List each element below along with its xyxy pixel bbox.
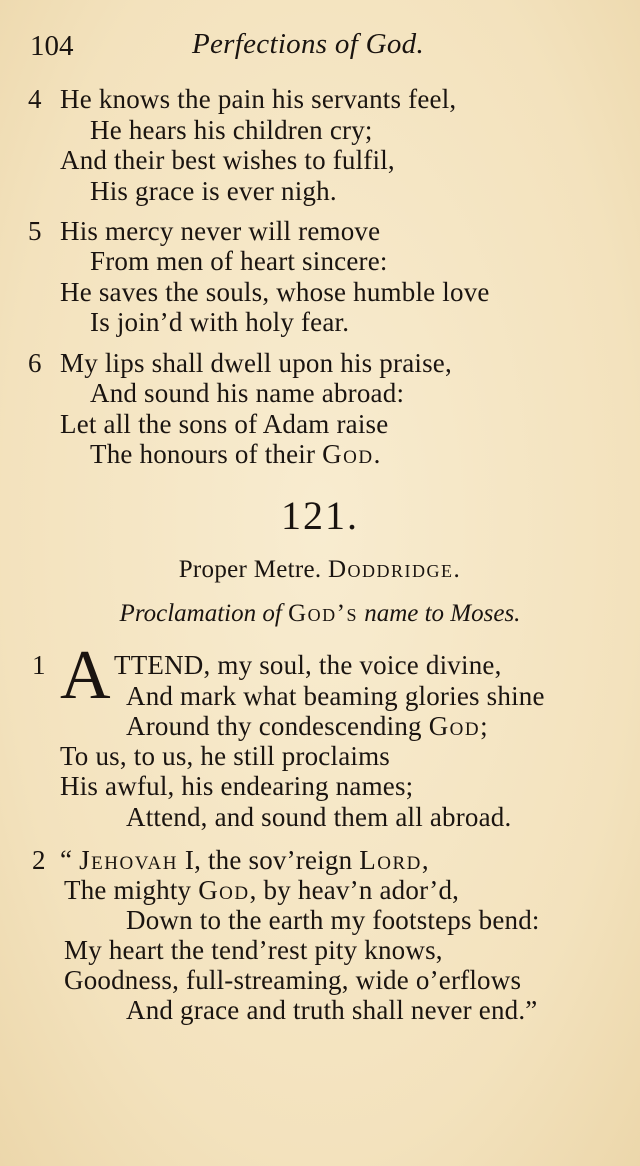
hymn-subtitle — [0, 600, 640, 628]
verse-line: He hears his children cry; — [90, 115, 373, 145]
verse-line: My lips shall dwell upon his praise, — [60, 348, 452, 378]
verse-line-text: , by heav’n ador’d, — [249, 875, 460, 905]
divine-name: God. — [322, 439, 382, 469]
divine-name: God — [198, 875, 250, 905]
verse-line-text: Around thy condescending — [126, 711, 429, 741]
verse-line: His grace is ever nigh. — [90, 176, 337, 206]
verse-line: Down to the earth my footsteps bend: — [126, 905, 540, 935]
author: Doddridge. — [328, 556, 462, 583]
metre: Proper Metre. — [178, 556, 322, 583]
verse-line-text: The mighty — [64, 875, 199, 905]
verse-line: He saves the souls, whose humble love — [60, 277, 490, 307]
metre-line — [0, 556, 640, 584]
verse-number: 5 — [28, 216, 42, 246]
verse-line-text: “ — [60, 845, 80, 875]
verse-line-text: ; — [480, 711, 488, 741]
verse-line: And grace and truth shall never end.” — [126, 995, 538, 1025]
hymn-number: 121. — [281, 493, 359, 538]
divine-name: Lord — [359, 845, 422, 875]
verse-line — [60, 845, 429, 876]
verse-line: Let all the sons of Adam raise — [60, 409, 389, 439]
verse-line: TTEND, my soul, the voice divine, — [114, 650, 502, 680]
verse-line: He knows the pain his servants feel, — [60, 84, 457, 114]
divine-name: God’s — [288, 600, 358, 627]
verse-line: Attend, and sound them all abroad. — [126, 802, 512, 832]
verse-line: To us, to us, he still proclaims — [60, 741, 390, 771]
verse-line: My heart the tend’rest pity knows, — [64, 935, 443, 965]
verse-number: 2 — [32, 845, 46, 875]
verse-line: And their best wishes to fulfil, — [60, 145, 395, 175]
divine-name: God — [428, 711, 481, 741]
drop-cap: A — [60, 637, 111, 714]
verse-line-text: I, the sov’reign — [177, 845, 360, 875]
verse-line-text: , — [421, 845, 429, 875]
verse-line: And mark what beaming glories shine — [126, 681, 545, 711]
verse-line: From men of heart sincere: — [90, 246, 388, 276]
verse-line — [64, 875, 459, 906]
verse-number: 6 — [28, 348, 42, 378]
subtitle-part: Proclamation of — [119, 600, 289, 627]
verse-number: 4 — [28, 84, 42, 114]
verse-line — [126, 711, 488, 742]
verse-line: And sound his name abroad: — [90, 378, 405, 408]
subtitle-part: name to Moses. — [357, 600, 521, 627]
page-number: 104 — [30, 30, 74, 62]
verse-line — [90, 439, 382, 470]
divine-name: Jehovah — [79, 845, 178, 875]
verse-line: His awful, his endearing names; — [60, 771, 414, 801]
verse-line-text: The honours of their — [90, 439, 323, 469]
verse-line: Goodness, full-streaming, wide o’erflows — [64, 965, 522, 995]
verse-line: Is join’d with holy fear. — [90, 307, 350, 337]
verse-line: His mercy never will remove — [60, 216, 381, 246]
verse-number: 1 — [32, 650, 46, 680]
page-header — [0, 28, 640, 68]
running-title: Perfections of God. — [192, 28, 425, 60]
